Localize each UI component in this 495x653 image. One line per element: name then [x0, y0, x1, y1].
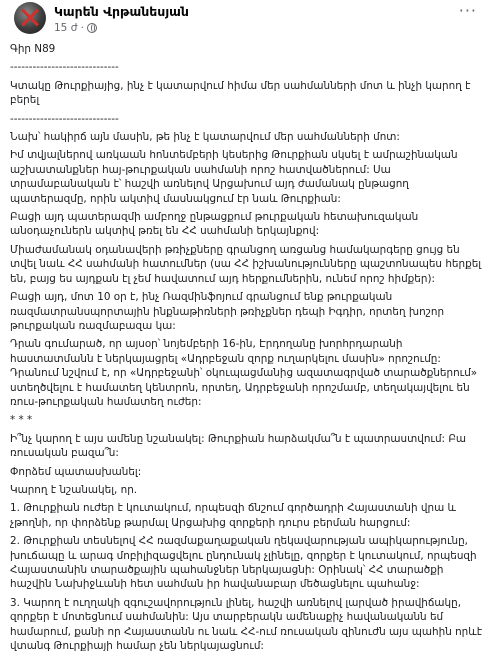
post-paragraph: 3. Կարող է ուղղակի զգուշավորություն լինել, հաշվի առնելով լարված իրավիճակը, զորքեր է մոտեցնում սահմանին: Այս տարբերակն ամենաքիչ հավանականն եմ համարում, քանի որ Հայաստանն ու նաև ՀՀ-ում ռուսական զինուժն այս պահին որևէ վտանգ Թուրքիայի համար չեն ներկայացնում: — [10, 596, 483, 653]
post-paragraph: Միաժամանակ օդանավերի թռիչքները գրանցող առցանց համակարգերը ցույց են տվել նաև ՀՀ սահմանի հատումներ (սա ՀՀ իշխանությունները պաշտոնապես հերքել են, բայց ես այդքան էլ չեմ հավատում այդ հերքումներին, ունեմ որոշ հիմքեր): — [10, 243, 482, 285]
post-header — [8, 0, 487, 42]
post-paragraph: Կարող է նշանակել, որ. — [10, 483, 138, 496]
post-body — [8, 42, 487, 653]
post-paragraph: Գիր N89 — [10, 43, 56, 55]
avatar[interactable] — [14, 2, 46, 34]
post-meta — [54, 22, 97, 34]
post-paragraph: Դրան գումարած, որ այսօր՝ նոյեմբերի 16-ին, Էրդողանը խորհրդարանի հաստատմանն է ներկայացրել «Ադրբեջան զորք ուղարկելու մասին» որոշումը: Դրանում նշվում է, որ «Ադրբեջանի՝ օկուպացմանից ազատագրված տարածքներում» ստեղծվելու է համատեղ կենտրոն, որտեղ, Ադրբեջանի որոշմամբ, տեղակայվելու են ռուս-թուրքական համատեղ ուժեր: — [10, 338, 478, 408]
post-paragraph: * * * — [10, 414, 33, 427]
post-paragraph: Նախ՝ հակիրճ այն մասին, թե ինչ է կատարվում մեր սահմանների մոտ: — [10, 131, 400, 144]
post-time[interactable]: 15 ժ — [54, 22, 78, 34]
post-paragraph: Իմ տվյալներով առկաան հոնտեմբերի կեսերից Թուրքիան սկսել է ամրաշինական աշխատանքներ հայ-թուրքական սահմանի որոշ հատվածներում: Սա տրամաբանական է՝ հաշվի առնելով Արցախում այդ ժամանակ ընթացող պատերազմը, որին ակտիվ մասնակցում էր նաև Թուրքիան: — [10, 149, 458, 205]
author-name[interactable]: Կարեն Վրթանեսյան — [54, 4, 189, 19]
more-options-icon[interactable]: ··· — [458, 1, 477, 20]
post-paragraph: ----------------------------- — [10, 61, 119, 74]
post-paragraph: 2. Թուրքիան տեսնելով ՀՀ ռազմաքաղաքական ղեկավարության ապիկարությունը, խուճապը և արագ մոբիլիզացվելու ընդունակ չլինելը, զորքեր է կուտակում, որպեսզի Հայաստանին տարածքային պահանջներ ներկայացնի: Օրինակ՝ ՀՀ տարածքի հաշվին Նախիջևանի հետ սահման իր հավանաբար մեծացնելու պահանջ: — [10, 535, 477, 591]
post-paragraph: Բացի այդ պատերազմի ամբողջ ընթացքում թուրքական հետախուզական անօդաչուներն ակտիվ թռել են ՀՀ սահմանի երկայնքով: — [10, 211, 419, 238]
post-paragraph: ----------------------------- — [10, 112, 119, 125]
post-paragraph: Փորձեմ պատասխանել: — [10, 465, 142, 478]
globe-icon — [87, 23, 97, 33]
separator-dot: · — [80, 22, 84, 34]
post-paragraph: Կտակը Թուրքիայից, ինչ է կատարվում հիմա մեր սահմանների մոտ և ինչի կարող է բերել — [10, 79, 471, 107]
post-paragraph: Ի՞նչ կարող է այս ամենը նշանակել: Թուրքիան հարձակմա՞ն է պատրաստվում: Բա ռուսական բազա՞ն: — [10, 432, 467, 460]
post-paragraph: 1. Թուրքիան ուժեր է կուտակում, որպեսզի ճնշում գործադրի Հայաստանի վրա և չթողնի, որ փորձենք թարմալ Արցախից զորքերի դուրս բերման հարցում: — [10, 502, 456, 529]
post-paragraph: Բացի այդ, մոտ 10 օր է, ինչ Ռազմինֆոյում գրանցում ենք թուրքական ռազմատրանսպորտային ինքնաթիռների թռիչքներ դեպի Իգդիր, որտեղ խոշոր թուրքական ռազմաբազա կա: — [10, 291, 445, 332]
